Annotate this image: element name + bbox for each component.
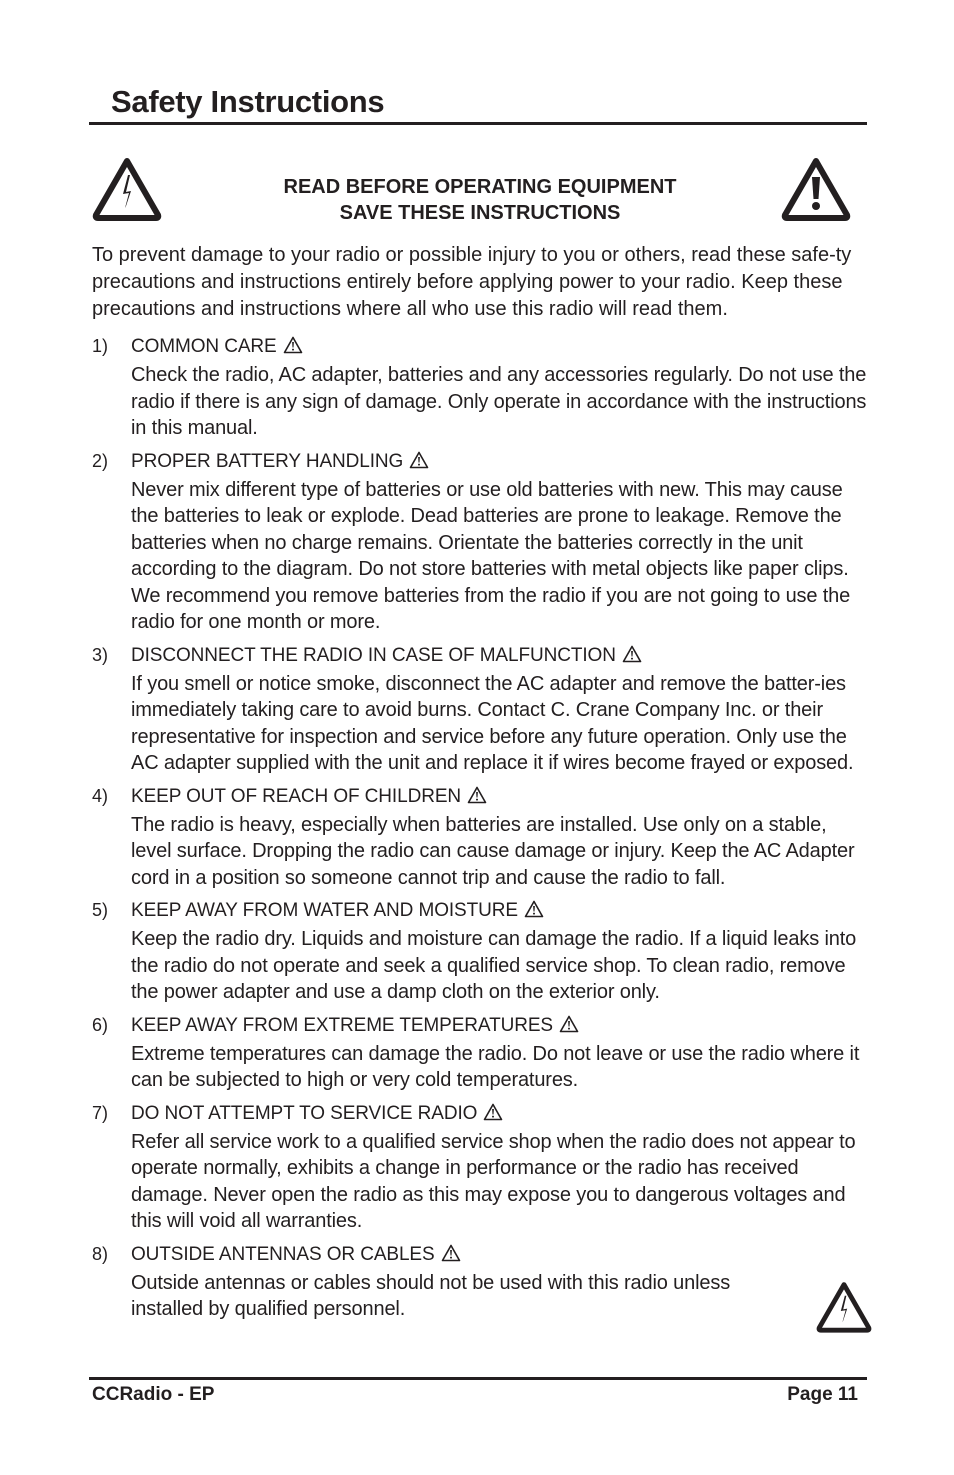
electrical-hazard-icon [816,1281,872,1333]
item-heading: DISCONNECT THE RADIO IN CASE OF MALFUNCTION [131,644,616,666]
item-heading-row [131,1012,872,1041]
item-number: 5) [92,900,109,920]
item-body: Extreme temperatures can damage the radio. Do not leave or use the radio where it can be subjected to high or very cold temperatures. [131,1042,860,1091]
safety-item [92,642,872,777]
safety-item [92,448,872,636]
item-heading-row [131,897,872,926]
item-heading: COMMON CARE [131,336,277,357]
header-line-2: SAVE THESE INSTRUCTIONS [339,202,621,224]
warning-triangle-icon [559,1014,579,1041]
item-heading: KEEP AWAY FROM WATER AND MOISTURE [131,900,518,921]
item-heading: KEEP AWAY FROM EXTREME TEMPERATURES [131,1014,553,1036]
warning-triangle-icon [409,450,429,477]
item-number: 7) [92,1102,109,1123]
item-heading: PROPER BATTERY HANDLING [131,450,404,472]
warning-triangle-icon [441,1243,461,1270]
safety-item [92,1241,872,1323]
warning-triangle-icon [283,335,303,362]
read-before-header [220,174,740,226]
safety-item [92,333,872,442]
item-heading-row [131,783,872,812]
item-heading: DO NOT ATTEMPT TO SERVICE RADIO [131,1102,478,1124]
item-body: Check the radio, AC adapter, batteries and any accessories regularly. Do not use the radio if there is any sign of damage. Only operate in accordance with the instructions in this manual. [131,364,867,439]
item-heading: OUTSIDE ANTENNAS OR CABLES [131,1243,435,1265]
safety-item [92,1012,872,1094]
item-heading: KEEP OUT OF REACH OF CHILDREN [131,785,462,807]
warning-triangle-icon [483,1102,503,1129]
item-body: The radio is heavy, especially when batteries are installed. Use only on a stable, level surface. Dropping the radio can cause damage or injury. Keep the AC Adapter cord in a position so someone cannot trip and cause the radio to fall. [131,813,855,889]
item-body: Never mix different type of batteries or use old batteries with new. This may cause the batteries to leak or explode. Dead batteries are prone to leakage. Remove the batteries when no charge remains. Orientate the batteries correctly in the unit according to the diagram. Do not store batteries with metal objects like paper clips. We recommend you remove batteries from the radio if you are not going to use the radio for one month or more. [131,478,851,633]
warning-triangle-icon [524,899,544,926]
warning-triangle-icon [622,644,642,671]
safety-item [92,783,872,892]
item-number: 3) [92,644,109,665]
safety-item-list [92,333,872,1329]
footer-rule [89,1377,867,1380]
safety-item [92,1100,872,1235]
item-heading-row [131,1100,872,1129]
item-body: Refer all service work to a qualified service shop when the radio does not appear to operate normally, exhibits a change in performance or the radio has received damage. Never open the radio as this may expose you to dangerous voltages and this will void all warranties. [131,1130,856,1232]
footer-product-name: CCRadio - EP [92,1384,215,1405]
item-number: 2) [92,450,109,471]
intro-paragraph [92,242,872,323]
safety-item [92,897,872,1006]
item-number: 6) [92,1014,109,1035]
page-title: Safety Instructions [111,84,385,119]
item-number: 1) [92,336,109,356]
header-line-1: READ BEFORE OPERATING EQUIPMENT [283,176,677,198]
item-heading-row [131,448,872,477]
exclamation-warning-icon [781,157,851,221]
item-body: If you smell or notice smoke, disconnect the AC adapter and remove the batter-ies immediately taking care to avoid burns. Contact C. Crane Company Inc. or their representative for inspection and service before any future operation. Only use the AC adapter supplied with the unit and replace it if wires become frayed or exposed. [131,672,854,774]
footer-page-number: Page 11 [787,1384,858,1405]
electrical-hazard-icon [92,157,162,221]
item-number: 4) [92,785,109,806]
item-body: Outside antennas or cables should not be used with this radio unless installed by qualified personnel. [131,1271,731,1320]
warning-triangle-icon [467,785,487,812]
item-heading-row [131,333,872,362]
item-heading-row [131,642,872,671]
intro-text: To prevent damage to your radio or possible injury to you or others, read these safe-ty precautions and instructions entirely before applying power to your radio. Keep these precautions and instructions where all who use this radio will read them. [92,244,852,320]
item-heading-row [131,1241,872,1270]
item-number: 8) [92,1243,109,1264]
item-body: Keep the radio dry. Liquids and moisture can damage the radio. If a liquid leaks into the radio do not operate and seek a qualified service shop. To clean radio, remove the power adapter and use a damp cloth on the exterior only. [131,928,857,1003]
title-rule [89,122,867,125]
